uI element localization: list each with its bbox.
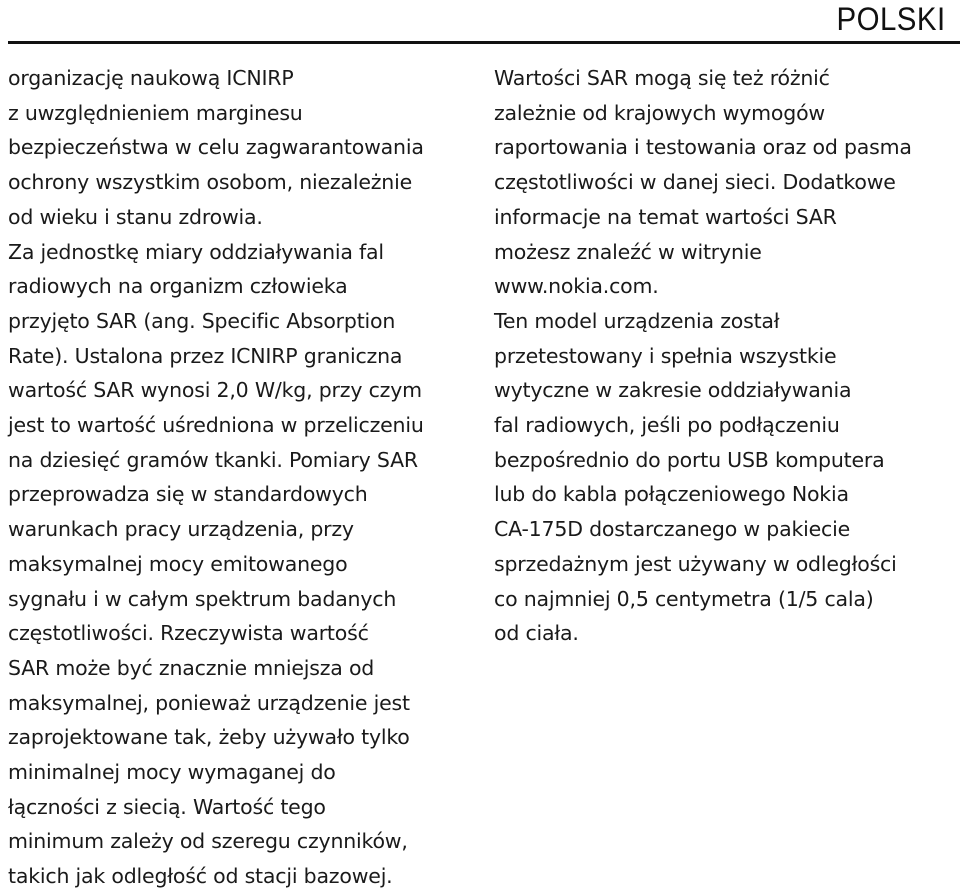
text-line: bezpieczeństwa w celu zagwarantowania [8, 135, 424, 160]
page-language-header: POLSKI [836, 1, 946, 37]
text-line: organizację naukową ICNIRP [8, 66, 294, 90]
text-line: takich jak odległość od stacji bazowej. [8, 864, 393, 889]
text-line: SAR może być znacznie mniejsza od [8, 655, 375, 680]
text-line: częstotliwości w danej sieci. Dodatkowe [494, 170, 896, 195]
text-line: maksymalnej mocy emitowanego [8, 551, 348, 576]
text-line: możesz znaleźć w witrynie [494, 239, 762, 264]
text-line: na dziesięć gramów tkanki. Pomiary SAR [8, 447, 418, 472]
text-line: Wartości SAR mogą się też różnić [494, 66, 830, 90]
text-line: przetestowany i spełnia wszystkie [494, 343, 837, 368]
text-line: przyjęto SAR (ang. Specific Absorption [8, 308, 396, 333]
header-divider [8, 41, 960, 44]
left-text-column [8, 61, 478, 894]
text-line: radiowych na organizm człowieka [8, 274, 348, 299]
text-line: warunkach pracy urządzenia, przy [8, 517, 354, 542]
text-line: wytyczne w zakresie oddziaływania [494, 378, 852, 403]
text-line: raportowania i testowania oraz od pasma [494, 135, 912, 160]
text-line: bezpośrednio do portu USB komputera [494, 447, 885, 472]
text-line: Rate). Ustalona przez ICNIRP graniczna [8, 343, 403, 368]
text-line: od wieku i stanu zdrowia. [8, 204, 263, 229]
text-line: zaprojektowane tak, żeby używało tylko [8, 725, 410, 750]
text-line: informacje na temat wartości SAR [494, 204, 837, 229]
text-line: jest to wartość uśredniona w przeliczeniu [8, 413, 424, 438]
text-line: z uwzględnieniem marginesu [8, 100, 303, 125]
right-text-column [494, 61, 960, 651]
text-line: co najmniej 0,5 centymetra (1/5 cala) [494, 586, 874, 611]
text-line: sygnału i w całym spektrum badanych [8, 586, 397, 611]
text-line: maksymalnej, ponieważ urządzenie jest [8, 690, 410, 715]
text-line: ochrony wszystkim osobom, niezależnie [8, 170, 412, 195]
text-line: częstotliwości. Rzeczywista wartość [8, 621, 369, 646]
text-line: wartość SAR wynosi 2,0 W/kg, przy czym [8, 378, 422, 403]
text-line: łączności z siecią. Wartość tego [8, 794, 326, 819]
text-line: lub do kabla połączeniowego Nokia [494, 482, 849, 507]
text-line: sprzedażnym jest używany w odległości [494, 551, 897, 576]
text-line: fal radiowych, jeśli po podłączeniu [494, 413, 840, 438]
text-line: przeprowadza się w standardowych [8, 482, 368, 507]
text-line: CA-175D dostarczanego w pakiecie [494, 517, 851, 542]
text-line: Za jednostkę miary oddziaływania fal [8, 239, 384, 264]
text-line: od ciała. [494, 621, 579, 646]
text-line: minimum zależy od szeregu czynników, [8, 829, 408, 854]
website-link-text: www.nokia.com. [494, 274, 659, 299]
text-line: zależnie od krajowych wymogów [494, 100, 825, 125]
text-line: minimalnej mocy wymaganej do [8, 760, 336, 785]
text-line: Ten model urządzenia został [494, 308, 780, 333]
